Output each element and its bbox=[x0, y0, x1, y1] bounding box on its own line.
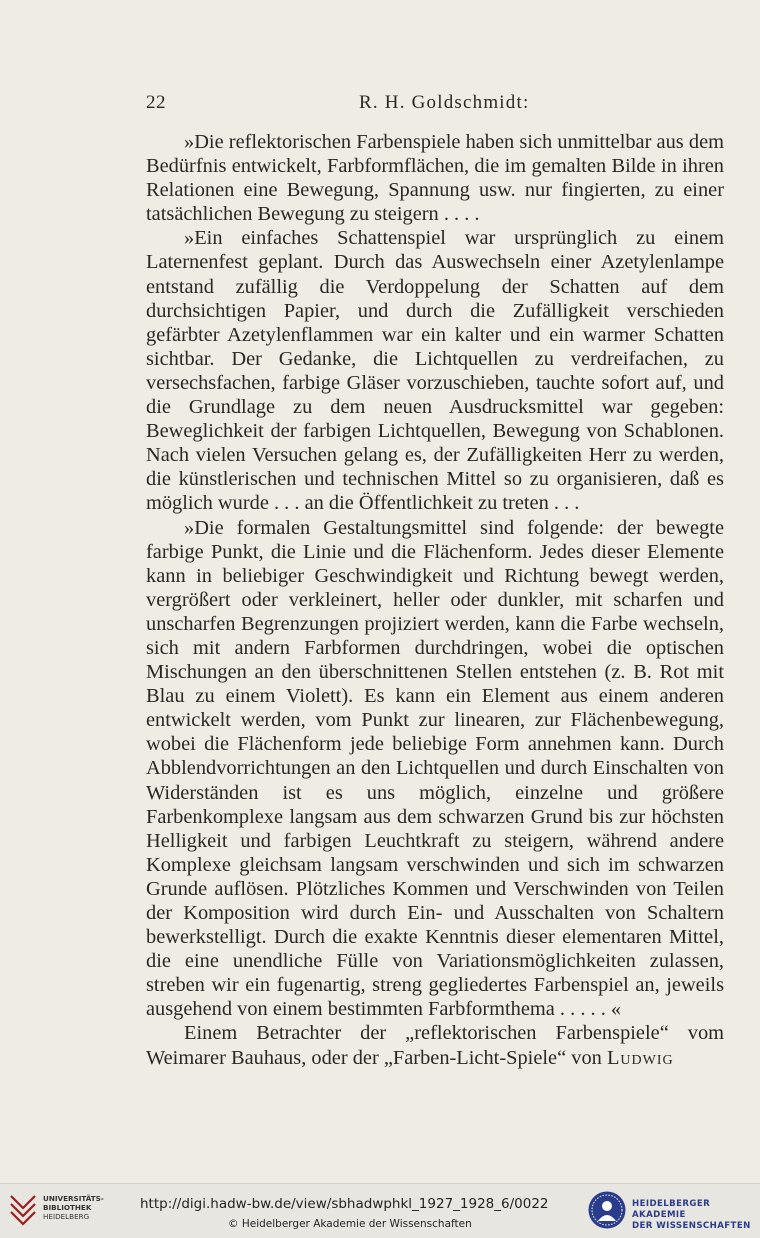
paragraph-4 bbox=[146, 1021, 724, 1069]
paragraph-1: »Die reflektorischen Farbenspiele haben sich unmittelbar aus dem Bedürfnis entwickelt, Farbformflächen, die im gemalten Bilde in ihren Relationen eine Bewegung, Spannung usw. nur fingierten, zu einer tatsächlichen Bewegung zu steigern . . . . bbox=[146, 131, 724, 226]
copyright-notice: © Heidelberger Akademie der Wissenschaften bbox=[228, 1218, 472, 1230]
hadw-line-1: HEIDELBERGER AKADEMIE bbox=[632, 1199, 711, 1220]
university-library-logo-icon bbox=[8, 1192, 38, 1228]
page-header bbox=[146, 92, 724, 118]
university-library-name bbox=[43, 1194, 104, 1221]
ub-line-1: UNIVERSITÄTS- bbox=[43, 1194, 104, 1203]
academy-seal-icon bbox=[587, 1190, 627, 1230]
page-body bbox=[146, 130, 724, 1070]
viewer-footer bbox=[0, 1183, 760, 1238]
hadw-line-2: DER WISSENSCHAFTEN bbox=[632, 1221, 751, 1231]
page-number: 22 bbox=[146, 92, 166, 113]
paragraph-4-text: Einem Betrachter der „reflektorischen Farbenspiele“ vom Weimarer Bauhaus, oder der „Farben-Licht-Spiele“ von bbox=[146, 1022, 724, 1069]
paragraph-3: »Die formalen Gestaltungsmittel sind folgende: der bewegte farbige Punkt, die Linie und die Flächenform. Jedes dieser Elemente kann in beliebiger Geschwindigkeit und Richtung bewegt werden, vergrößert oder verkleinert, heller oder dunkler, mit scharfen und unscharfen Begrenzungen projiziert werden, kann die Farbe wechseln, sich mit andern Farbformen durchdringen, wobei die optischen Mischungen an den überschnittenen Stellen entstehen (z. B. Rot mit Blau zu einem Violett). Es kann ein Element aus einem anderen entwickelt werden, vom Punkt zur linearen, zur Flächenbewegung, wobei die Flächenform jede beliebige Form annehmen kann. Durch Abblendvorrichtungen an den Lichtquellen und durch Einschalten von Widerständen ist es uns möglich, einzelne und größere Farbenkomplexe langsam aus dem schwarzen Grund bis zur höchsten Helligkeit und farbigen Leuchtkraft zu steigern, während andere Komplexe gleichsam langsam verschwinden und sich im schwarzen Grunde auflösen. Plötzliches Kommen und Verschwinden von Teilen der Komposition wird durch Ein- und Ausschalten von Schaltern bewerkstelligt. Durch die exakte Kenntnis dieser elementaren Mittel, die eine unendliche Fülle von Variationsmöglichkeiten zulassen, streben wir ein fugenartig, streng gegliedertes Farbenspiel an, jeweils ausgehend von einem bestimmten Farbformthema . . . . . « bbox=[146, 516, 724, 1021]
ub-line-2: BIBLIOTHEK bbox=[43, 1203, 92, 1212]
paragraph-2: »Ein einfaches Schattenspiel war ursprünglich zu einem Laternenfest geplant. Durch das Auswechseln einer Azetylenlampe entstand zufällig die Verdoppelung der Schatten auf dem durchsichtigen Papier, und durch die Zufälligkeit verschieden gefärbter Azetylenflammen war ein kalter und ein warmer Schatten sichtbar. Der Gedanke, die Lichtquellen zu verdreifachen, zu versechsfachen, farbige Gläser vorzuschieben, tauchte sofort auf, und die Grundlage zu dem neuen Ausdrucksmittel war gegeben: Beweglichkeit der farbigen Lichtquellen, Bewegung von Schablonen. Nach vielen Versuchen gelang es, der Zufälligkeiten Herr zu werden, die künstlerischen und technischen Mittel so zu organisieren, daß es möglich wurde . . . an die Öffentlichkeit zu treten . . . bbox=[146, 227, 724, 515]
author-name-smallcaps: Ludwig bbox=[606, 1046, 674, 1069]
ub-line-3: HEIDELBERG bbox=[43, 1212, 90, 1221]
academy-name bbox=[632, 1199, 760, 1232]
running-head: R. H. Goldschmidt: bbox=[359, 92, 530, 113]
permalink-url[interactable]: http://digi.hadw-bw.de/view/sbhadwphkl_1927_1928_6/0022 bbox=[140, 1196, 549, 1212]
